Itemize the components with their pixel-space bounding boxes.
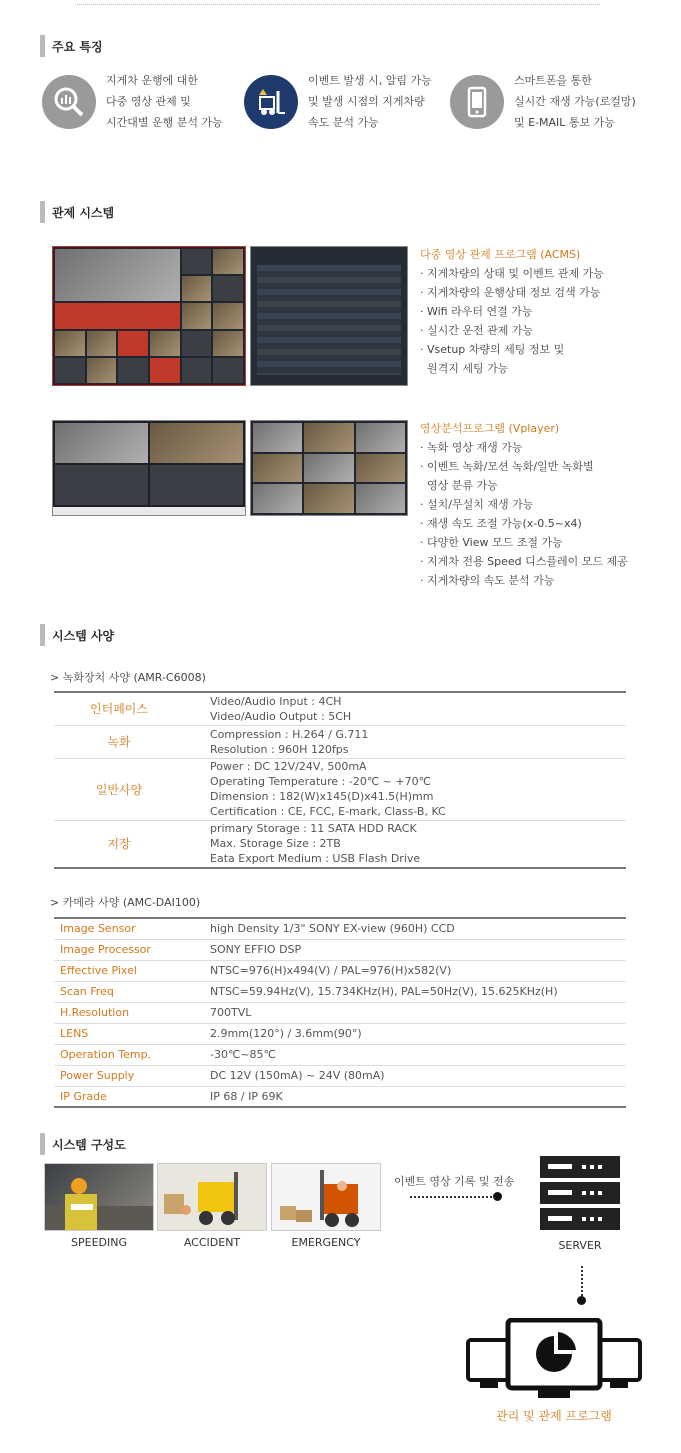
spec-value: DC 12V (150mA) ~ 24V (80mA)	[204, 1065, 626, 1086]
spec-value: Certification : CE, FCC, E-mark, Class-B, KC	[210, 805, 446, 818]
spec-key: 일반사양	[54, 758, 184, 820]
table-row	[54, 1044, 626, 1065]
spec-value: 700TVL	[204, 1002, 626, 1023]
table-row	[54, 981, 626, 1002]
feature-line: 다중 영상 관제 및	[106, 95, 191, 108]
feature-line: 및 E-MAIL 통보 가능	[514, 116, 615, 129]
feature-item-2	[244, 70, 432, 133]
transfer-dotted-line	[410, 1196, 496, 1198]
section-title-features: 주요 특징	[40, 38, 103, 55]
vplayer-item: 영상 분류 가능	[420, 479, 498, 492]
spec-key: Operation Temp.	[54, 1044, 204, 1065]
top-dotted-divider	[75, 4, 600, 5]
table-row	[54, 758, 626, 820]
section-title-config: 시스템 구성도	[40, 1136, 126, 1153]
spec-value: Eata Export Medium : USB Flash Drive	[210, 852, 421, 866]
feature-line: 및 발생 시점의 지게차량	[308, 95, 425, 108]
spec-value: Max. Storage Size : 2TB	[210, 837, 341, 851]
feature-line: 이벤트 발생 시, 알림 가능	[308, 74, 432, 87]
server-client-dotted-line	[581, 1266, 583, 1296]
server-icon	[540, 1156, 620, 1235]
table-row	[54, 692, 626, 725]
analytics-magnifier-icon	[42, 75, 96, 129]
smartphone-icon	[450, 75, 504, 129]
acms-screenshot-1	[52, 246, 246, 386]
accident-illustration	[157, 1163, 267, 1231]
spec-value: NTSC=59.94Hz(V), 15.734KHz(H), PAL=50Hz(V), 15.625KHz(H)	[204, 981, 626, 1002]
spec-value: Operating Temperature : -20℃ ~ +70℃	[210, 775, 431, 788]
acms-item: · Wifi 라우터 연결 가능	[420, 305, 533, 318]
vplayer-screenshot-1	[52, 420, 246, 516]
spec-key: Scan Freq	[54, 981, 204, 1002]
spec-key: Effective Pixel	[54, 960, 204, 981]
section-title-control: 관제 시스템	[40, 204, 114, 221]
emergency-illustration	[271, 1163, 381, 1231]
spec-key: 저장	[54, 820, 184, 868]
camera-spec-table	[54, 917, 626, 1108]
table-row	[54, 1086, 626, 1107]
vplayer-item: · 지게차 전용 Speed 디스플레이 모드 제공	[420, 555, 628, 568]
section-title-spec: 시스템 사양	[40, 627, 114, 644]
forklift-alert-icon	[244, 75, 298, 129]
acms-item: 원격지 세팅 가능	[420, 362, 509, 375]
spec-value: primary Storage : 11 SATA HDD RACK	[210, 822, 417, 836]
monitors-icon	[466, 1318, 642, 1405]
event-label-emergency: EMERGENCY	[291, 1236, 361, 1249]
table-row	[54, 725, 626, 758]
spec-key: LENS	[54, 1023, 204, 1044]
spec-key: 인터페이스	[54, 692, 184, 725]
feature-line: 시간대별 운행 분석 가능	[106, 116, 223, 129]
camera-heading: > 카메라 사양 (AMC-DAI100)	[50, 896, 201, 909]
speeding-photo	[44, 1163, 154, 1231]
feature-item-3	[450, 70, 636, 133]
vplayer-item: · 다양한 View 모드 조절 가능	[420, 536, 563, 549]
feature-line: 지게차 운행에 대한	[106, 74, 199, 87]
table-row	[54, 1002, 626, 1023]
event-label-speeding: SPEEDING	[71, 1236, 127, 1249]
recorder-heading: > 녹화장치 사양 (AMR-C6008)	[50, 671, 206, 684]
recorder-spec-table	[54, 691, 626, 869]
acms-item: · 지게차량의 운행상태 정보 검색 가능	[420, 286, 601, 299]
spec-value: -30℃~85℃	[204, 1044, 626, 1065]
spec-key: Image Processor	[54, 939, 204, 960]
transfer-endpoint-dot	[493, 1192, 502, 1201]
spec-key: H.Resolution	[54, 1002, 204, 1023]
feature-line: 스마트폰을 통한	[514, 74, 592, 87]
spec-key: 녹화	[54, 725, 184, 758]
spec-key: Power Supply	[54, 1065, 204, 1086]
table-row	[54, 1065, 626, 1086]
event-label-accident: ACCIDENT	[183, 1236, 241, 1249]
table-row	[54, 1023, 626, 1044]
spec-value: Video/Audio Input : 4CH	[210, 694, 342, 708]
spec-value: Dimension : 182(W)x145(D)x41.5(H)mm	[210, 790, 434, 803]
table-row	[54, 820, 626, 868]
acms-item: · Vsetup 차량의 세팅 정보 및	[420, 343, 565, 356]
vplayer-item: · 지게차량의 속도 분석 가능	[420, 574, 555, 587]
server-label: SERVER	[558, 1239, 602, 1252]
client-label: 관리 및 관제 프로그램	[496, 1409, 612, 1423]
acms-title: 다중 영상 관제 프로그램 (ACMS)	[420, 248, 581, 261]
vplayer-screenshot-2	[250, 420, 408, 516]
acms-item: · 실시간 운전 관제 가능	[420, 324, 534, 337]
table-row	[54, 960, 626, 981]
vplayer-title: 영상분석프로그램 (Vplayer)	[420, 422, 560, 435]
spec-value: Compression : H.264 / G.711	[210, 727, 369, 741]
spec-value: Video/Audio Output : 5CH	[210, 709, 352, 723]
vplayer-item: · 설치/무설치 재생 가능	[420, 498, 534, 511]
spec-value: Power : DC 12V/24V, 500mA	[210, 760, 367, 773]
client-endpoint-dot	[577, 1296, 586, 1305]
acms-item: · 지게차량의 상태 및 이벤트 관제 가능	[420, 267, 604, 280]
acms-description	[420, 245, 604, 378]
spec-value: IP 68 / IP 69K	[204, 1086, 626, 1107]
table-row	[54, 918, 626, 939]
transfer-label: 이벤트 영상 기록 및 전송	[394, 1175, 515, 1188]
spec-value: SONY EFFIO DSP	[204, 939, 626, 960]
vplayer-description	[420, 419, 628, 590]
feature-item-1	[42, 70, 223, 133]
feature-line: 실시간 재생 가능(로컬망)	[514, 95, 636, 108]
table-row	[54, 939, 626, 960]
spec-key: IP Grade	[54, 1086, 204, 1107]
acms-screenshot-2	[250, 246, 408, 386]
spec-key: Image Sensor	[54, 918, 204, 939]
spec-value: high Density 1/3" SONY EX-view (960H) CCD	[204, 918, 626, 939]
vplayer-item: · 녹화 영상 재생 가능	[420, 441, 523, 454]
spec-value: Resolution : 960H 120fps	[210, 742, 349, 756]
vplayer-item: · 재생 속도 조절 가능(x-0.5~x4)	[420, 517, 582, 530]
spec-value: 2.9mm(120°) / 3.6mm(90°)	[204, 1023, 626, 1044]
spec-value: NTSC=976(H)x494(V) / PAL=976(H)x582(V)	[204, 960, 626, 981]
feature-line: 속도 분석 가능	[308, 116, 379, 129]
vplayer-item: · 이벤트 녹화/모션 녹화/일반 녹화별	[420, 460, 594, 473]
